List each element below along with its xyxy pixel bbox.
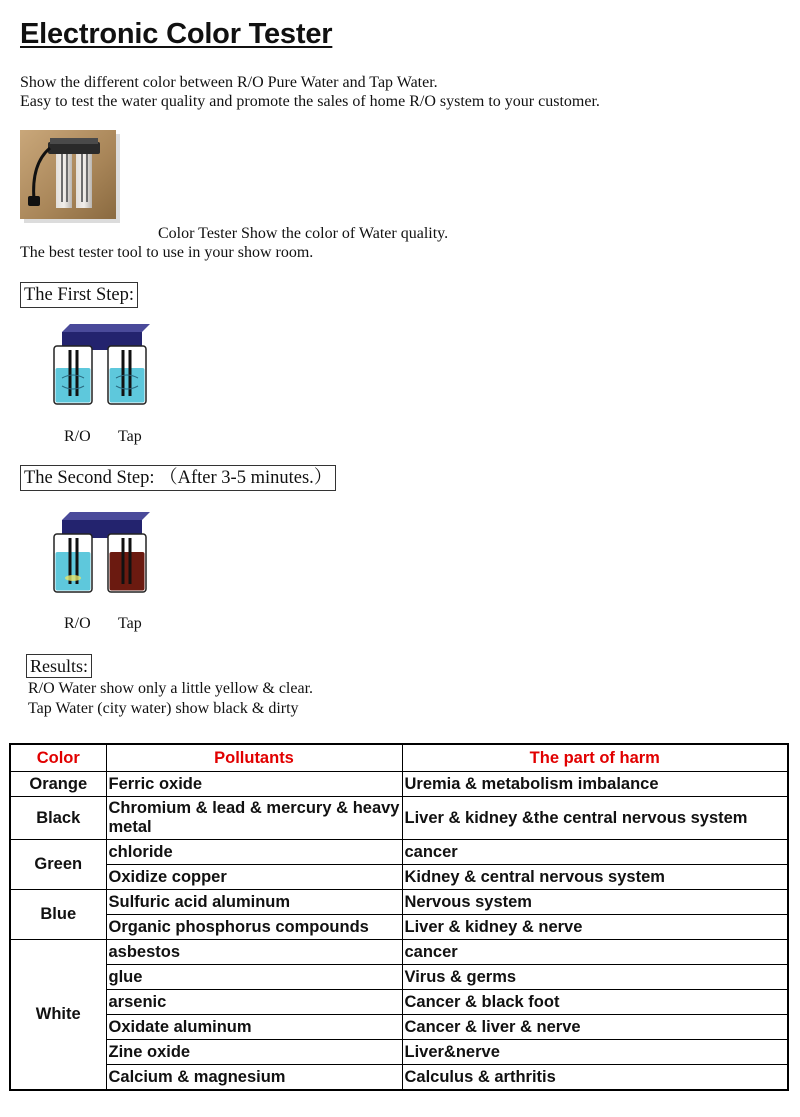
pollutant-cell: Calcium & magnesium [106,1065,402,1091]
color-cell-black: Black [10,797,106,840]
harm-cell: Virus & germs [402,965,788,990]
table-row [10,1015,788,1040]
product-caption: Color Tester Show the color of Water quality. [158,225,449,242]
pollutant-cell: Oxidate aluminum [106,1015,402,1040]
harm-cell: Cancer & liver & nerve [402,1015,788,1040]
harm-cell: Kidney & central nervous system [402,865,788,890]
table-row [10,965,788,990]
harm-cell: Liver & kidney &the central nervous system [402,797,788,840]
pollutant-cell: Sulfuric acid aluminum [106,890,402,915]
pollutant-cell: Zine oxide [106,1040,402,1065]
harm-cell: Liver&nerve [402,1040,788,1065]
table-row [10,772,788,797]
header-harm: The part of harm [402,744,788,772]
intro-line-1: Show the different color between R/O Pure Water and Tap Water. [20,74,438,91]
table-row [10,1065,788,1091]
tap-label: Tap [118,615,142,632]
table-row [10,797,788,840]
pollutant-table [9,743,789,1091]
ro-label: R/O [64,428,91,445]
ro-label: R/O [64,615,91,632]
table-row [10,865,788,890]
harm-cell: Uremia & metabolism imbalance [402,772,788,797]
tester-diagram-first-step [50,320,158,412]
intro-line-2: Easy to test the water quality and promote the sales of home R/O system to your customer. [20,93,600,110]
tap-water-fill [110,368,145,403]
ro-water-fill [56,552,91,591]
ro-water-fill [56,368,91,403]
pollutant-cell: arsenic [106,990,402,1015]
results-text [28,679,313,719]
pollutant-cell: glue [106,965,402,990]
pollutant-cell: chloride [106,840,402,865]
product-photo [20,130,120,223]
ro-beaker [54,534,92,592]
table-row [10,890,788,915]
color-cell-blue: Blue [10,890,106,940]
table-row [10,990,788,1015]
header-pollutants: Pollutants [106,744,402,772]
pollutant-cell: Oxidize copper [106,865,402,890]
harm-cell: Liver & kidney & nerve [402,915,788,940]
color-cell-orange: Orange [10,772,106,797]
header-color: Color [10,744,106,772]
results-line-1: R/O Water show only a little yellow & clear. [28,680,314,697]
color-cell-white: White [10,940,106,1091]
tap-water-fill [110,552,145,591]
pollutant-cell: asbestos [106,940,402,965]
pollutant-cell: Organic phosphorus compounds [106,915,402,940]
ro-beaker [54,346,92,404]
harm-cell: Calculus & arthritis [402,1065,788,1091]
table-row [10,915,788,940]
intro-text [20,73,600,111]
table-row [10,1040,788,1065]
second-step-label: The Second Step: （After 3-5 minutes.） [20,465,336,491]
results-label: Results: [26,654,92,678]
harm-cell: Nervous system [402,890,788,915]
page-title: Electronic Color Tester [20,18,333,50]
pollutant-cell: Chromium & lead & mercury & heavy metal [106,797,402,840]
tap-beaker [108,534,146,592]
tester-diagram-second-step [50,508,158,600]
color-cell-green: Green [10,840,106,890]
first-step-label: The First Step: [20,282,138,308]
table-header-row [10,744,788,772]
pollutant-cell: Ferric oxide [106,772,402,797]
harm-cell: cancer [402,840,788,865]
tap-label: Tap [118,428,142,445]
harm-cell: Cancer & black foot [402,990,788,1015]
product-caption-2: The best tester tool to use in your show room. [20,244,314,261]
tap-beaker [108,346,146,404]
harm-cell: cancer [402,940,788,965]
table-row [10,840,788,865]
results-line-2: Tap Water (city water) show black & dirty [28,700,299,717]
table-row [10,940,788,965]
